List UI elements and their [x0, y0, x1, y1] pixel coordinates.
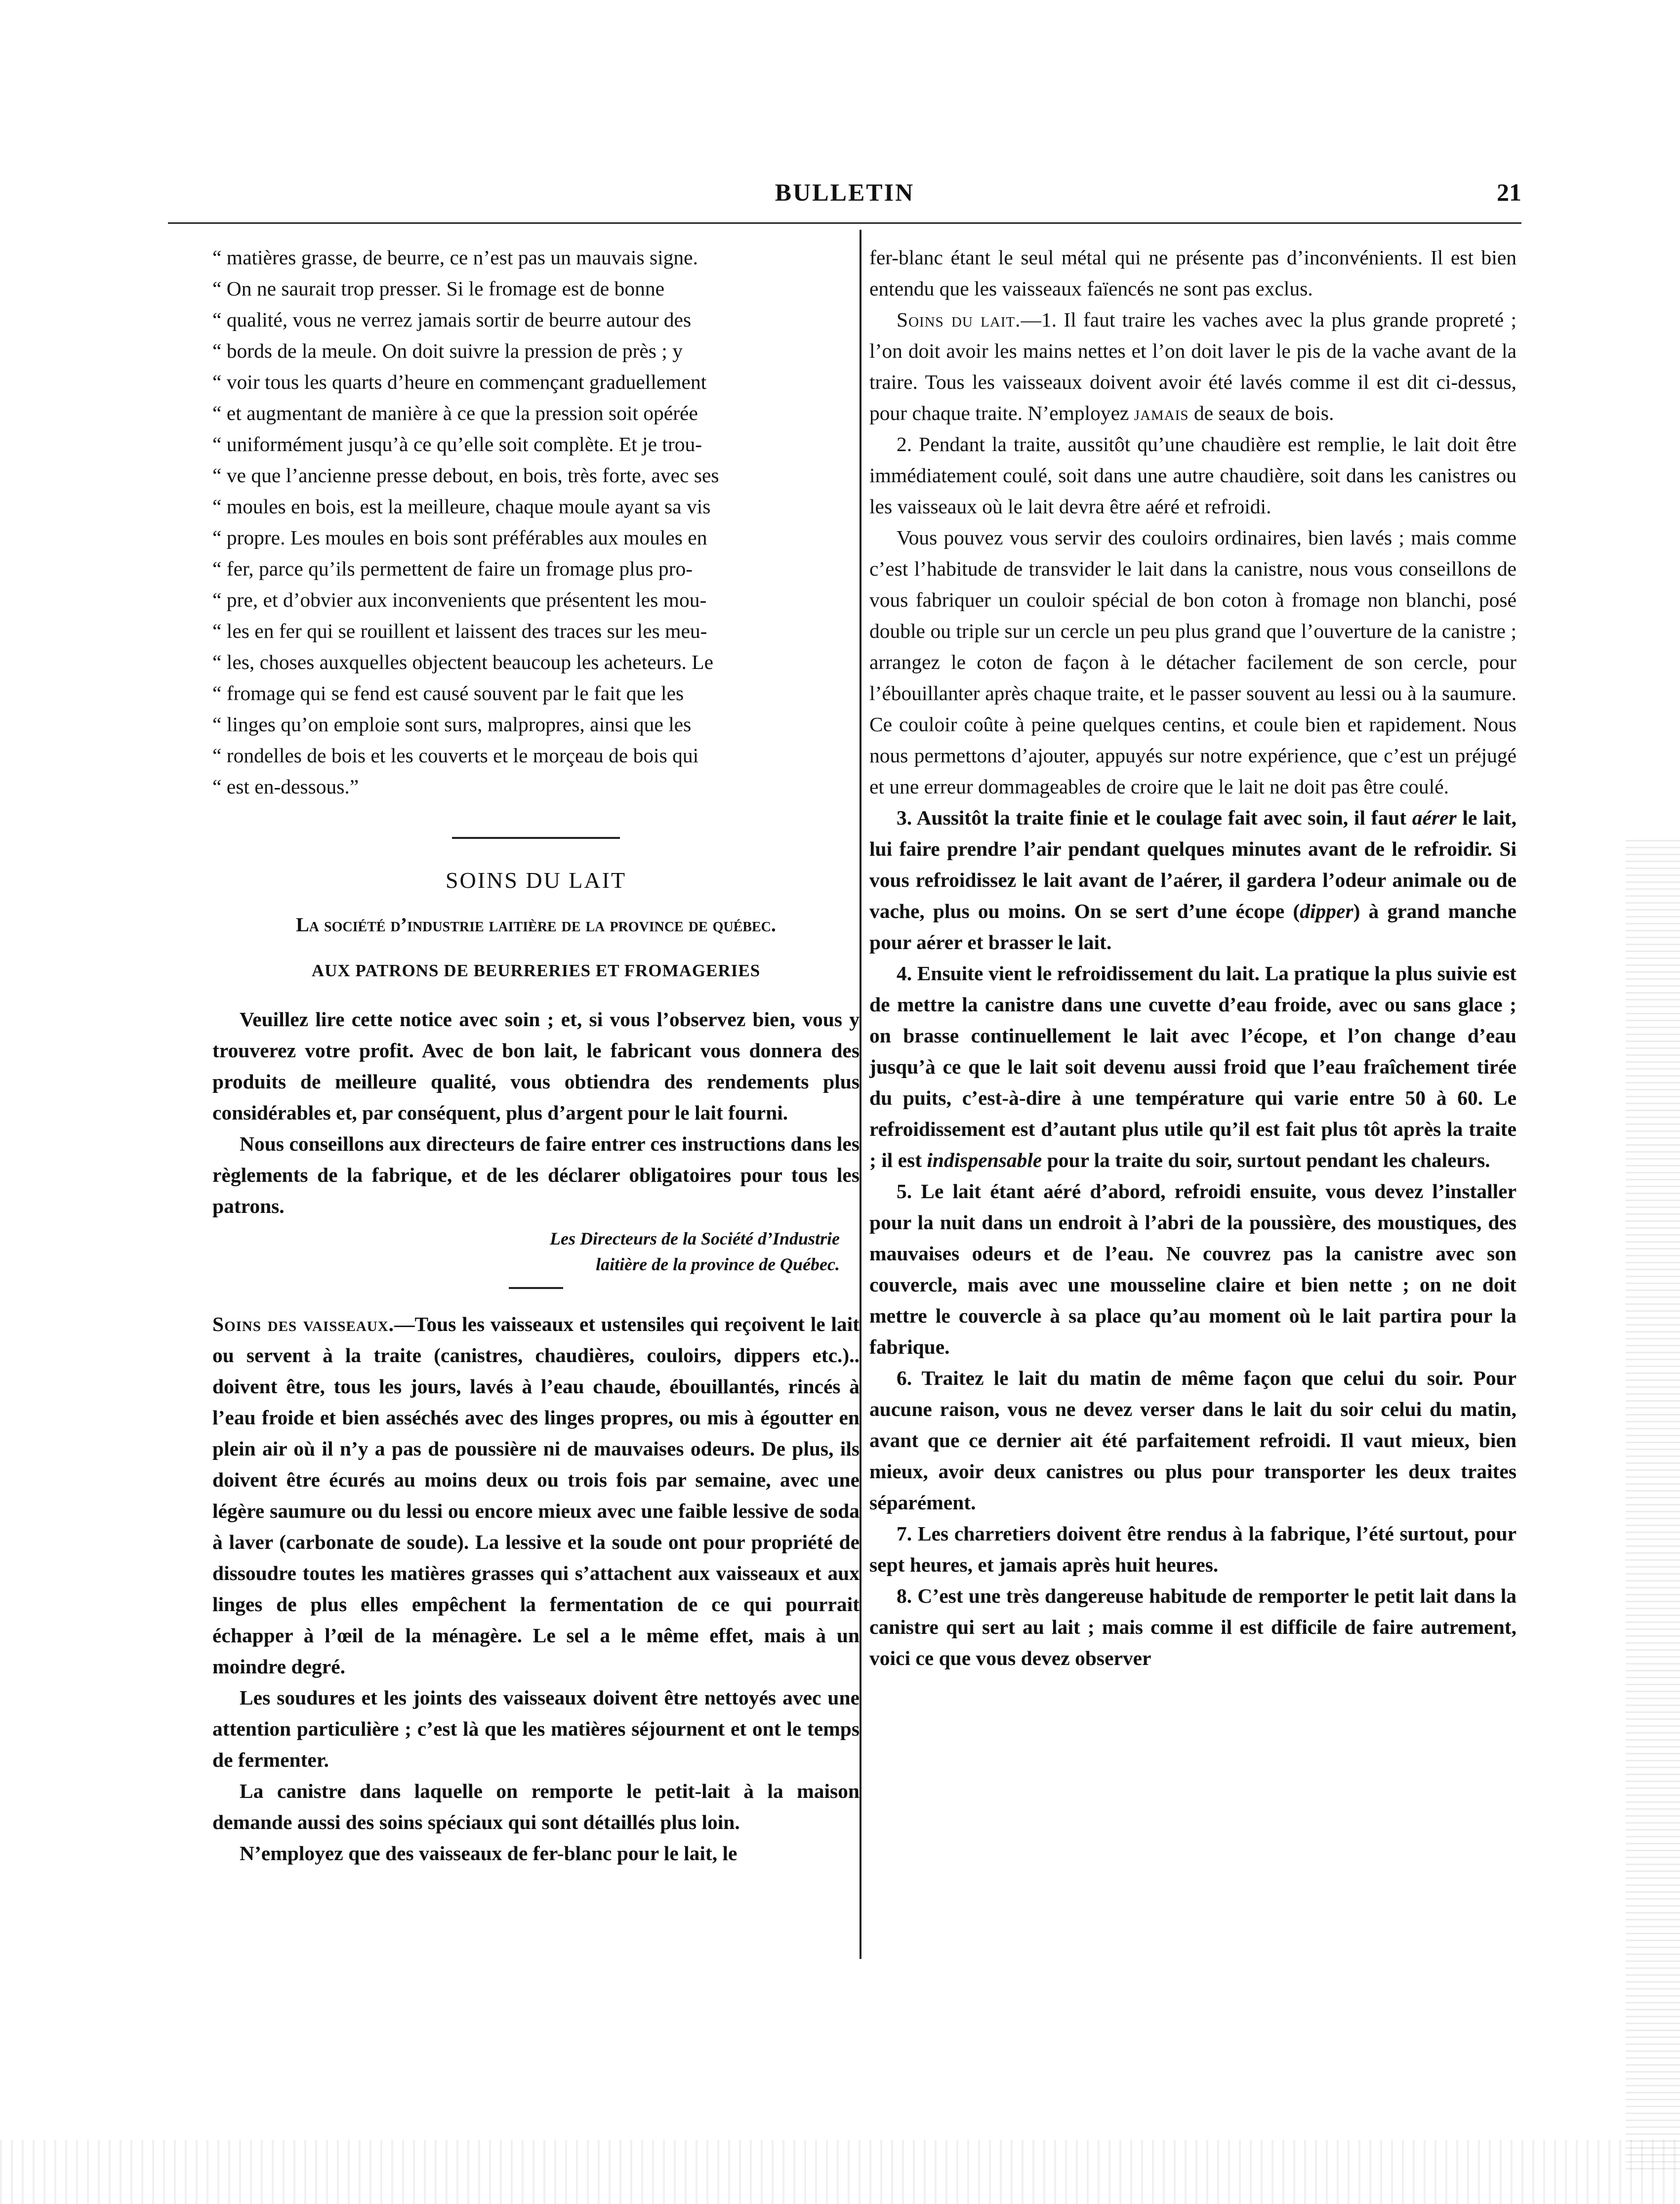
quoted-passage [212, 242, 860, 802]
item-1-emphasis: jamais [1134, 402, 1189, 424]
item-3-part: ) à grand manche pour aérer et brasser le lait. [869, 900, 1516, 954]
scan-bottom-noise [0, 2140, 1680, 2204]
item-4 [869, 958, 1516, 1176]
couloirs-paragraph: Vous pouvez vous servir des couloirs ordinaires, bien lavés ; mais comme c’est l’habitude de transvider le lait dans la canistre, nous vous conseillons de vous fabriquer un couloir spécial de bon coton à fromage non blanchi, posé double ou triple sur un cercle un peu plus grand que l’ouverture de la canistre ; arrangez le coton de façon à le détacher facilement de son cercle, pour l’ébouillanter après chaque traite, et le passer souvent au lessi ou à la saumure. Ce couloir coûte à peine quelques centins, et coule bien et rapidement. Nous nous permettons d’ajouter, appuyés sur notre expérience, que c’est un préjugé et une erreur dommageables de croire que le lait ne doit pas être coulé. [869, 526, 1516, 798]
quote-line: “ ve que l’ancienne presse debout, en bois, très forte, avec ses [212, 464, 719, 487]
signature [212, 1226, 860, 1277]
quote-line: “ fromage qui se fend est causé souvent par le fait que les [212, 682, 684, 705]
item-1-end: de seaux de bois. [1188, 402, 1334, 424]
quote-line: “ voir tous les quarts d’heure en commençant graduellement [212, 371, 707, 393]
signature-rule [509, 1287, 563, 1289]
quote-line: “ fer, parce qu’ils permettent de faire un fromage plus pro- [212, 557, 693, 580]
quote-line: “ pre, et d’obvier aux inconvenients que présentent les mou- [212, 588, 707, 611]
left-column [212, 242, 860, 1869]
vaisseaux-paragraph [212, 1309, 860, 1682]
audience-subtitle: AUX PATRONS DE BEURRERIES ET FROMAGERIES [311, 961, 761, 980]
item-2: 2. Pendant la traite, aussitôt qu’une chaudière est remplie, le lait doit être immédiatement coulé, soit dans une autre chaudière, soit dans les canistres ou les vaisseaux où le lait devra être aéré et refroidi. [869, 433, 1516, 518]
signature-line: laitière de la province de Québec. [596, 1254, 840, 1274]
item-7: 7. Les charretiers doivent être rendus à la fabrique, l’été surtout, pour sept heures, et jamais après huit heures. [869, 1522, 1516, 1576]
header-rule [168, 222, 1521, 224]
item-3-part: le lait, lui faire prendre l’air pendant quelques minutes avant de le refroidir. Si vous refroidissez le lait avant de l’aérer, il gardera l’odeur animale ou de vache, plus ou moins. On se sert d’une écope ( [869, 806, 1516, 922]
intro-paragraph-2: Nous conseillons aux directeurs de faire entrer ces instructions dans les règlements de la fabrique, et de les déclarer obligatoires pour tous les patrons. [212, 1132, 860, 1217]
item-3-dipper: dipper [1300, 900, 1353, 922]
quote-line: “ est en-dessous.” [212, 775, 359, 798]
quote-line: “ propre. Les moules en bois sont préférables aux moules en [212, 526, 707, 549]
continuation-paragraph: fer-blanc étant le seul métal qui ne présente pas d’inconvénients. Il est bien entendu que les vaisseaux faïencés ne sont pas exclus. [869, 246, 1516, 300]
column-divider [860, 230, 861, 1959]
quote-line: “ qualité, vous ne verrez jamais sortir de beurre autour des [212, 308, 692, 331]
quote-line: “ rondelles de bois et les couverts et le morçeau de bois qui [212, 744, 699, 767]
quote-line: “ On ne saurait trop presser. Si le fromage est de bonne [212, 277, 665, 300]
soins-heading: Soins du lait. [897, 308, 1021, 331]
quote-line: “ uniformément jusqu’à ce qu’elle soit complète. Et je trou- [212, 433, 702, 456]
quote-line: “ les en fer qui se rouillent et laissent des traces sur les meu- [212, 620, 707, 642]
ferblanc-paragraph: N’employez que des vaisseaux de fer-blanc pour le lait, le [240, 1842, 738, 1865]
item-1-text: —1. Il faut traire les vaches avec la plus grande propreté ; l’on doit avoir les mains nettes et l’on doit laver le pis de la vache avant de la traire. Tous les vaisseaux doivent avoir été lavés comme il est dit ci-dessus, pour chaque traite. N’employez [869, 308, 1516, 424]
item-4-part: 4. Ensuite vient le refroidissement du lait. La pratique la plus suivie est de mettre la canistre dans une cuvette d’eau froide, avec ou sans glace ; on brasse continuellement le lait avec l’écope, et l’on change d’eau jusqu’à ce que le lait soit devenu aussi froid que l’eau fraîchement tirée du puits, c’est-à-dire à une température qui varie entre 50 à 60. Le refroidissement est d’autant plus utile qu’il est fait plus tôt après la traite ; il est [869, 962, 1516, 1171]
quote-line: “ moules en bois, est la meilleure, chaque moule ayant sa vis [212, 495, 711, 518]
quote-line: “ les, choses auxquelles objectent beaucoup les acheteurs. Le [212, 651, 714, 673]
item-1 [869, 304, 1516, 429]
item-4-part: pour la traite du soir, surtout pendant les chaleurs. [1042, 1149, 1490, 1171]
canistre-paragraph: La canistre dans laquelle on remporte le petit-lait à la maison demande aussi des soins spéciaux qui sont détaillés plus loin. [212, 1780, 860, 1833]
item-3-aerer: aérer [1412, 806, 1457, 829]
item-8: 8. C’est une très dangereuse habitude de remporter le petit lait dans la canistre qui sert au lait ; mais comme il est difficile de faire autrement, voici ce que vous devez observer [869, 1584, 1516, 1669]
intro-paragraph: Veuillez lire cette notice avec soin ; et, si vous l’observez bien, vous y trouverez votre profit. Avec de bon lait, le fabricant vous donnera des produits de meilleure qualité, vous obtiendra des rendements plus considérables et, par conséquent, plus d’argent pour le lait fourni. [212, 1008, 860, 1124]
page-number: 21 [1497, 178, 1521, 206]
signature-line: Les Directeurs de la Société d’Industrie [550, 1229, 840, 1248]
item-3-part: 3. Aussitôt la traite finie et le coulage fait avec soin, il faut [897, 806, 1412, 829]
item-6: 6. Traitez le lait du matin de même façon que celui du soir. Pour aucune raison, vous ne devez verser dans le lait du soir celui du matin, avant que ce dernier ait été parfaitement refroidi. Il vaut mieux, bien mieux, avoir deux canistres ou plus pour transporter les deux traites séparément. [869, 1367, 1516, 1514]
quote-line: “ linges qu’on emploie sont surs, malpropres, ainsi que les [212, 713, 692, 736]
item-4-indispensable: indispensable [927, 1149, 1042, 1171]
vaisseaux-text: —Tous les vaisseaux et ustensiles qui reçoivent le lait ou servent à la traite (canistres, chaudières, couloirs, dippers etc.).. doivent être, tous les jours, lavés à l’eau chaude, ébouillantés, rincés à l’eau froide et bien asséchés avec des linges propres, ou mis à égoutter en plein air où il n’y a pas de poussière ni de mauvaises odeurs. De plus, ils doivent être écurés au moins deux ou trois fois par semaine, avec une légère saumure ou du lessi ou encore mieux avec une faible lessive de soda à laver (carbonate de soude). La lessive et la soude ont pour propriété de dissoudre toutes les matières grasses qui s’attachent aux vaisseaux et aux linges de plus elles empêchent la fermentation de ce qui pourrait échapper à l’œil de la ménagère. Le sel a le même effet, mais à un moindre degré. [212, 1313, 860, 1678]
quote-line: “ et augmentant de manière à ce que la pression soit opérée [212, 402, 698, 424]
quote-line: “ bords de la meule. On doit suivre la pression de près ; y [212, 339, 683, 362]
page-header [168, 178, 1521, 217]
scan-edge-noise [1626, 840, 1680, 2174]
section-rule [452, 837, 620, 839]
section-title: SOINS DU LAIT [445, 868, 627, 893]
right-column [869, 242, 1516, 1674]
item-3 [869, 802, 1516, 958]
quote-line: “ matières grasse, de beurre, ce n’est pas un mauvais signe. [212, 246, 698, 269]
item-5: 5. Le lait étant aéré d’abord, refroidi ensuite, vous devez l’installer pour la nuit dans un endroit à l’abri de la poussière, des moustiques, des mauvaises odeurs et de l’eau. Ne couvrez pas la canistre avec son couvercle, mais avec une mousseline claire et bien nette ; on ne doit mettre le couvercle à sa place qu’au moment où le lait partira pour la fabrique. [869, 1180, 1516, 1358]
soudures-paragraph: Les soudures et les joints des vaisseaux doivent être nettoyés avec une attention particulière ; c’est là que les matières séjournent et ont le temps de fermenter. [212, 1686, 860, 1771]
running-title: BULLETIN [775, 178, 915, 206]
society-subtitle: La société d’industrie laitière de la province de québec. [296, 914, 776, 936]
vaisseaux-heading: Soins des vaisseaux. [212, 1313, 395, 1335]
